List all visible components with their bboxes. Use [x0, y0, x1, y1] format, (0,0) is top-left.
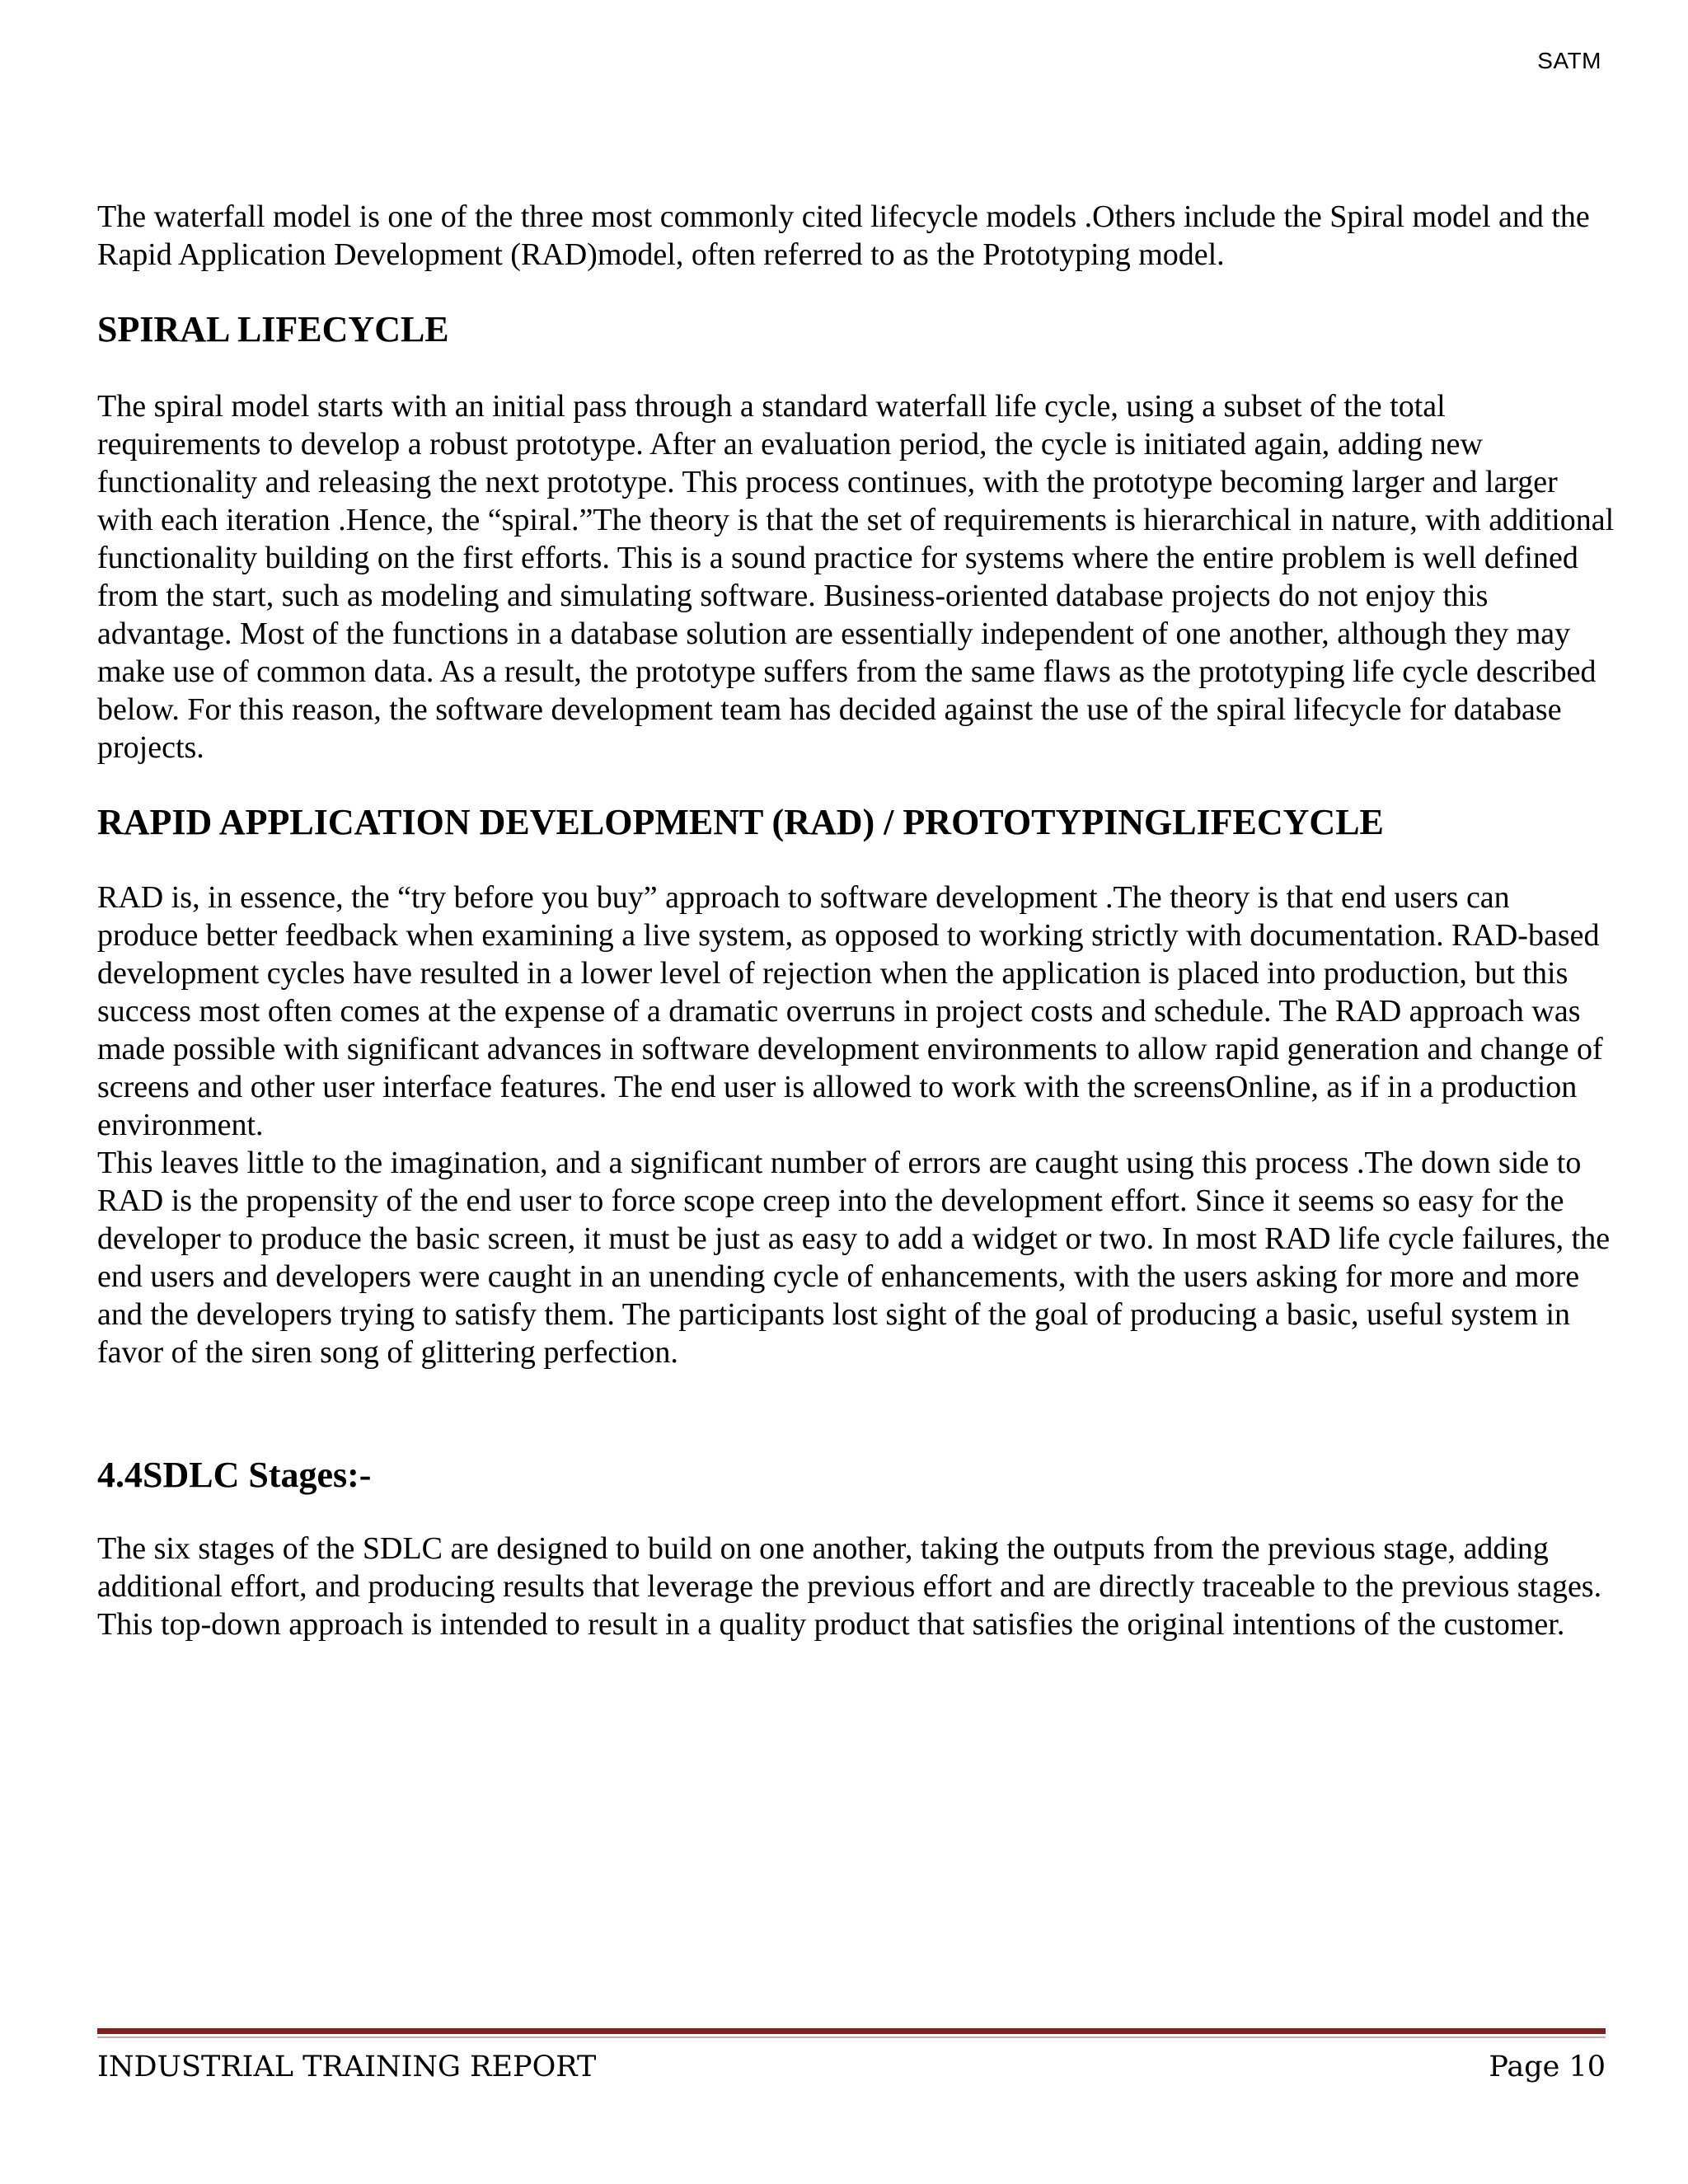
spiral-heading: SPIRAL LIFECYCLE	[97, 309, 449, 349]
intro-paragraph: The waterfall model is one of the three most commonly cited lifecycle models .Others include the Spiral model and the Rapid Application Development (RAD)model, often referred to as the Prototyping model.	[97, 199, 1590, 272]
footer-rule-thin	[97, 2036, 1606, 2038]
spiral-paragraph: The spiral model starts with an initial pass through a standard waterfall life cycle, using a subset of the total requirements to develop a robust prototype. After an evaluation period, the cycle is initiated again, adding new functionality and releasing the next prototype. This process continues, with the prototype becoming larger and larger with each iteration .Hence, the “spiral.”The theory is that the set of requirements is hierarchical in nature, with additional functionality building on the first efforts. This is a sound practice for systems where the entire problem is well defined from the start, such as modeling and simulating software. Business-oriented database projects do not enjoy this advantage. Most of the functions in a database solution are essentially independent of one another, although they may make use of common data. As a result, the prototype suffers from the same flaws as the prototyping life cycle described below. For this reason, the software development team has decided against the use of the spiral lifecycle for database projects.	[97, 389, 1615, 765]
page-number: Page 10	[1489, 2050, 1606, 2083]
rad-paragraph-1: RAD is, in essence, the “try before you buy” approach to software development .The theory is that end users can produce better feedback when examining a live system, as opposed to working strictly with documentation. RAD-based development cycles have resulted in a lower level of rejection when the application is placed into production, but this success most often comes at the expense of a dramatic overruns in project costs and schedule. The RAD approach was made possible with significant advances in software development environments to allow rapid generation and change of screens and other user interface features. The end user is allowed to work with the screensOnline, as if in a production environment.	[97, 880, 1603, 1142]
footer-report-title: INDUSTRIAL TRAINING REPORT	[97, 2050, 597, 2083]
header-mark: SATM	[1537, 48, 1601, 73]
sdlc-stages-paragraph: The six stages of the SDLC are designed to build on one another, taking the outputs from the previous stage, adding additional effort, and producing results that leverage the previous effort and are directly traceable to the previous stages. This top-down approach is intended to result in a quality product that satisfies the original intentions of the customer.	[97, 1531, 1602, 1642]
rad-heading: RAPID APPLICATION DEVELOPMENT (RAD) / PROTOTYPINGLIFECYCLE	[97, 802, 1384, 842]
footer-rule	[97, 2028, 1606, 2034]
sdlc-stages-heading: 4.4SDLC Stages:-	[97, 1455, 372, 1495]
page-content	[97, 198, 1615, 1643]
rad-paragraph-2: This leaves little to the imagination, and a significant number of errors are caught using this process .The down side to RAD is the propensity of the end user to force scope creep into the development effort. Since it seems so easy for the developer to produce the basic screen, it must be just as easy to add a widget or two. In most RAD life cycle failures, the end users and developers were caught in an unending cycle of enhancements, with the users asking for more and more and the developers trying to satisfy them. The participants lost sight of the goal of producing a basic, useful system in favor of the siren song of glittering perfection.	[97, 1146, 1611, 1370]
